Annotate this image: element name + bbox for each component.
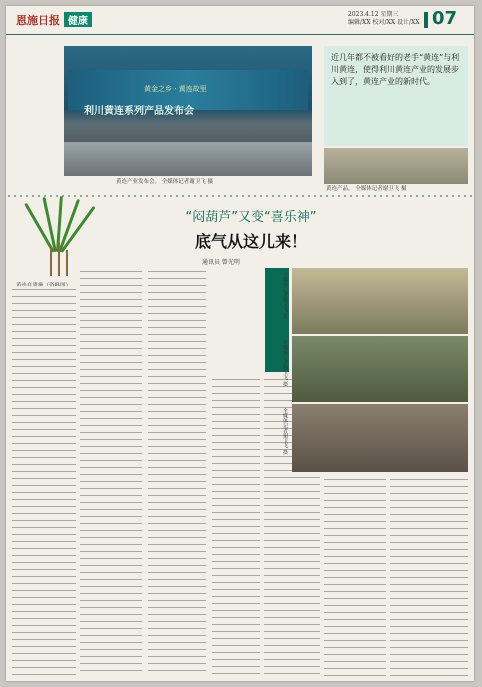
field-photo-3 bbox=[292, 404, 468, 472]
field-photo-1 bbox=[292, 268, 468, 334]
products-photo-caption: 黄连产品。 全媒体记者谢卫飞 摄 bbox=[326, 186, 407, 192]
headline-block bbox=[136, 206, 366, 252]
byline: 通讯员 曾光明 bbox=[202, 259, 240, 266]
banner-title: 利川黄连系列产品发布会 bbox=[84, 106, 194, 117]
field-photo-2 bbox=[292, 336, 468, 402]
masthead-logo bbox=[16, 12, 92, 28]
banner-subtitle: 黄金之乡 · 黄连故里 bbox=[144, 85, 207, 93]
products-photo bbox=[324, 148, 468, 184]
editors-line: 编辑/XX 校对/XX 设计/XX bbox=[348, 19, 420, 26]
headline-kicker: “闷葫芦”又变“喜乐神” bbox=[185, 210, 317, 225]
body-text-column-1 bbox=[12, 286, 76, 676]
field-photo-2-caption: 全媒体记者谢卫飞 摄 bbox=[282, 340, 288, 387]
podium-table bbox=[64, 142, 312, 176]
body-text-column-3 bbox=[148, 268, 206, 676]
field-photo-1-caption: 全媒体记者谢卫飞 摄 bbox=[282, 272, 288, 319]
page-number: 07 bbox=[432, 8, 458, 29]
field-photo-3-caption: 全媒体记者谢卫飞 摄 bbox=[282, 408, 288, 455]
body-text-column-6 bbox=[324, 476, 386, 676]
body-text-column-2 bbox=[80, 268, 142, 676]
issue-date: 2023.4.12 星期三 bbox=[348, 11, 399, 18]
conference-photo bbox=[64, 46, 312, 176]
section-badge: 健康 bbox=[64, 12, 92, 27]
masthead bbox=[6, 6, 474, 35]
body-text-column-7 bbox=[390, 476, 468, 676]
newspaper-page bbox=[6, 6, 474, 681]
intro-box: 近几年都不被看好的老手“黄连”与利川黄连，使得利川黄连产业的发展步入到了，黄连产业的新时代。 bbox=[324, 46, 468, 146]
headline-main: 底气从这儿来！ bbox=[194, 232, 307, 251]
logo-text: 恩施日报 bbox=[16, 14, 60, 27]
body-text-column-4 bbox=[212, 376, 260, 676]
conference-photo-caption: 黄连产业发布会。 全媒体记者谢卫飞 摄 bbox=[116, 179, 213, 185]
page-number-bar bbox=[424, 12, 428, 28]
